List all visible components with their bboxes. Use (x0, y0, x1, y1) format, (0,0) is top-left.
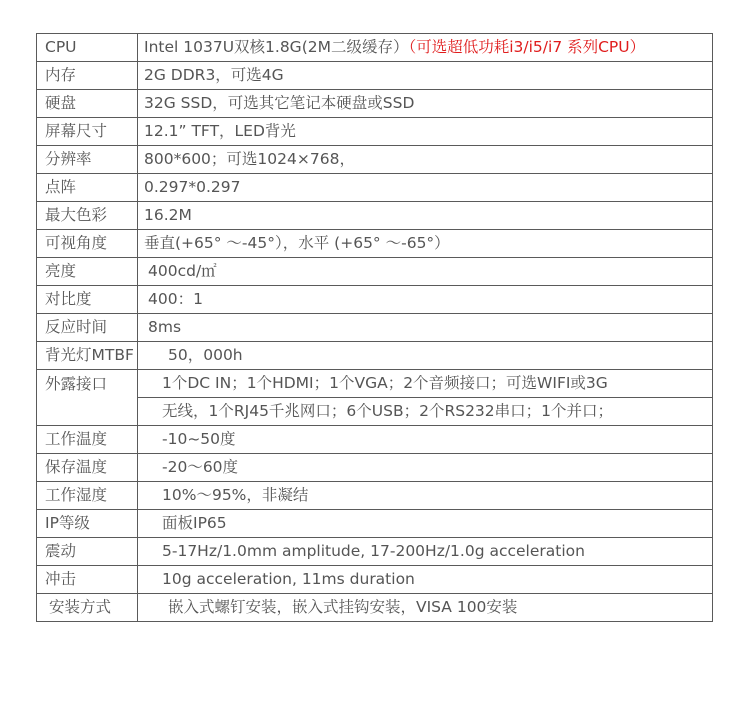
cpu-option-highlight: （可选超低功耗i3/i5/i7 系列CPU） (408, 37, 646, 56)
table-row (37, 174, 713, 202)
row-label-response-time: 反应时间 (37, 314, 138, 342)
table-row (37, 90, 713, 118)
table-row (37, 566, 713, 594)
table-row (37, 286, 713, 314)
row-label-max-colors: 最大色彩 (37, 202, 138, 230)
row-label-operating-temp: 工作温度 (37, 426, 138, 454)
table-row (37, 34, 713, 62)
row-value-storage: 32G SSD，可选其它笔记本硬盘或SSD (138, 90, 713, 118)
row-value-vibration: 5-17Hz/1.0mm amplitude, 17-200Hz/1.0g acceleration (138, 538, 713, 566)
row-value-brightness: 400cd/㎡ (138, 258, 713, 286)
row-value-ip-rating: 面板IP65 (138, 510, 713, 538)
table-row (37, 398, 713, 426)
row-value-contrast: 400：1 (138, 286, 713, 314)
table-row (37, 342, 713, 370)
row-label-screen-size: 屏幕尺寸 (37, 118, 138, 146)
row-label-operating-humidity: 工作湿度 (37, 482, 138, 510)
cpu-value-text: Intel 1037U双核1.8G(2M二级缓存） (144, 37, 409, 56)
table-row (37, 146, 713, 174)
row-value-resolution: 800*600；可选1024×768， (138, 146, 713, 174)
table-row (37, 426, 713, 454)
row-label-viewing-angle: 可视角度 (37, 230, 138, 258)
row-label-shock: 冲击 (37, 566, 138, 594)
row-value-screen-size: 12.1” TFT，LED背光 (138, 118, 713, 146)
row-value-max-colors: 16.2M (138, 202, 713, 230)
row-value-memory: 2G DDR3，可选4G (138, 62, 713, 90)
table-row (37, 230, 713, 258)
row-label-memory: 内存 (37, 62, 138, 90)
table-row (37, 510, 713, 538)
row-value-viewing-angle: 垂直(+65° ～-45°），水平 (+65° ～-65°） (138, 230, 713, 258)
row-label-mounting: 安装方式 (37, 594, 138, 622)
table-row (37, 62, 713, 90)
row-label-brightness: 亮度 (37, 258, 138, 286)
row-value-cpu (138, 34, 713, 62)
table-row (37, 482, 713, 510)
row-label-ip-rating: IP等级 (37, 510, 138, 538)
row-value-storage-temp: -20～60度 (138, 454, 713, 482)
row-value-interfaces-line2: 无线，1个RJ45千兆网口；6个USB；2个RS232串口；1个并口； (138, 398, 713, 426)
row-label-storage-temp: 保存温度 (37, 454, 138, 482)
row-label-contrast: 对比度 (37, 286, 138, 314)
row-value-interfaces-line1: 1个DC IN；1个HDMI；1个VGA；2个音频接口；可选WIFI或3G (138, 370, 713, 398)
table-row (37, 118, 713, 146)
row-label-vibration: 震动 (37, 538, 138, 566)
row-label-pixel-pitch: 点阵 (37, 174, 138, 202)
table-row (37, 202, 713, 230)
table-row (37, 454, 713, 482)
row-label-interfaces: 外露接口 (37, 370, 138, 426)
row-value-operating-temp: -10~50度 (138, 426, 713, 454)
row-value-backlight-mtbf: 50，000h (138, 342, 713, 370)
table-row (37, 314, 713, 342)
row-value-mounting: 嵌入式螺钉安装，嵌入式挂钩安装，VISA 100安装 (138, 594, 713, 622)
row-label-resolution: 分辨率 (37, 146, 138, 174)
row-value-response-time: 8ms (138, 314, 713, 342)
table-row (37, 594, 713, 622)
row-value-shock: 10g acceleration, 11ms duration (138, 566, 713, 594)
row-label-backlight-mtbf: 背光灯MTBF (37, 342, 138, 370)
table-row (37, 538, 713, 566)
table-row (37, 258, 713, 286)
row-value-operating-humidity: 10%～95%，非凝结 (138, 482, 713, 510)
row-label-storage: 硬盘 (37, 90, 138, 118)
spec-table (36, 33, 713, 622)
table-row (37, 370, 713, 398)
row-value-pixel-pitch: 0.297*0.297 (138, 174, 713, 202)
row-label-cpu: CPU (37, 34, 138, 62)
